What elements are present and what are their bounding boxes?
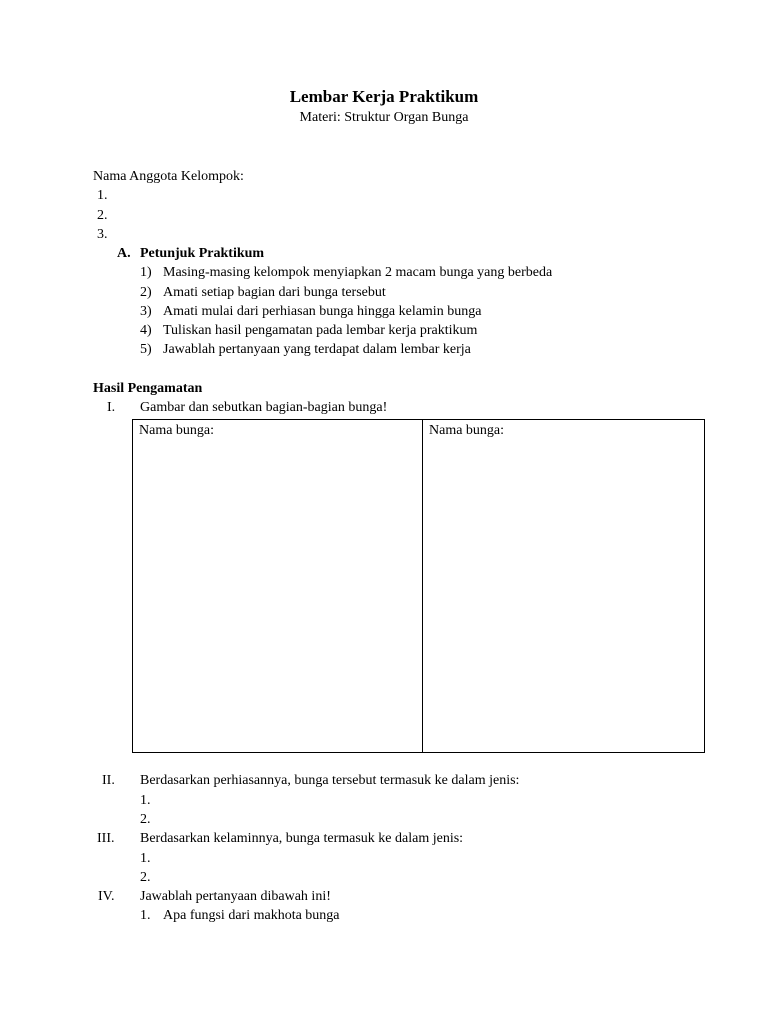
member-number-3: 3. bbox=[97, 227, 108, 242]
question-4-number: IV. bbox=[98, 889, 115, 904]
instruction-num-2: 2) bbox=[140, 285, 152, 300]
question-1-text: Gambar dan sebutkan bagian-bagian bunga! bbox=[140, 400, 388, 415]
question-4-item-1-number: 1. bbox=[140, 908, 151, 923]
drawing-cell-left-label: Nama bunga: bbox=[139, 423, 215, 438]
instructions-heading: Petunjuk Praktikum bbox=[140, 246, 265, 261]
instruction-text-5: Jawablah pertanyaan yang terdapat dalam lembar kerja bbox=[163, 342, 471, 357]
instruction-text-4: Tuliskan hasil pengamatan pada lembar kerja praktikum bbox=[163, 323, 478, 338]
drawing-cell-left[interactable] bbox=[133, 420, 423, 752]
member-number-1: 1. bbox=[97, 188, 108, 203]
drawing-cell-right[interactable] bbox=[423, 420, 704, 752]
question-2-number: II. bbox=[102, 773, 115, 788]
question-3-answer-1: 1. bbox=[140, 851, 151, 866]
instructions-marker: A. bbox=[117, 246, 131, 261]
question-2-answer-2: 2. bbox=[140, 812, 151, 827]
question-1-number: I. bbox=[107, 400, 116, 415]
instruction-text-2: Amati setiap bagian dari bunga tersebut bbox=[163, 285, 386, 300]
drawing-table bbox=[132, 419, 705, 753]
members-label: Nama Anggota Kelompok: bbox=[93, 169, 244, 184]
results-heading: Hasil Pengamatan bbox=[93, 381, 203, 396]
question-2-text: Berdasarkan perhiasannya, bunga tersebut termasuk ke dalam jenis: bbox=[140, 773, 520, 788]
instruction-num-1: 1) bbox=[140, 265, 152, 280]
page-subtitle: Materi: Struktur Organ Bunga bbox=[299, 110, 469, 125]
page-title: Lembar Kerja Praktikum bbox=[289, 87, 479, 106]
question-3-text: Berdasarkan kelaminnya, bunga termasuk ke dalam jenis: bbox=[140, 831, 464, 846]
instruction-num-5: 5) bbox=[140, 342, 152, 357]
question-2-answer-1: 1. bbox=[140, 793, 151, 808]
member-number-2: 2. bbox=[97, 208, 108, 223]
question-4-text: Jawablah pertanyaan dibawah ini! bbox=[140, 889, 331, 904]
instruction-num-4: 4) bbox=[140, 323, 152, 338]
question-3-number: III. bbox=[97, 831, 115, 846]
instruction-text-3: Amati mulai dari perhiasan bunga hingga kelamin bunga bbox=[163, 304, 482, 319]
instruction-num-3: 3) bbox=[140, 304, 152, 319]
drawing-cell-right-label: Nama bunga: bbox=[429, 423, 505, 438]
instruction-text-1: Masing-masing kelompok menyiapkan 2 macam bunga yang berbeda bbox=[163, 265, 553, 280]
question-4-item-1-text: Apa fungsi dari makhota bunga bbox=[163, 908, 340, 923]
question-3-answer-2: 2. bbox=[140, 870, 151, 885]
